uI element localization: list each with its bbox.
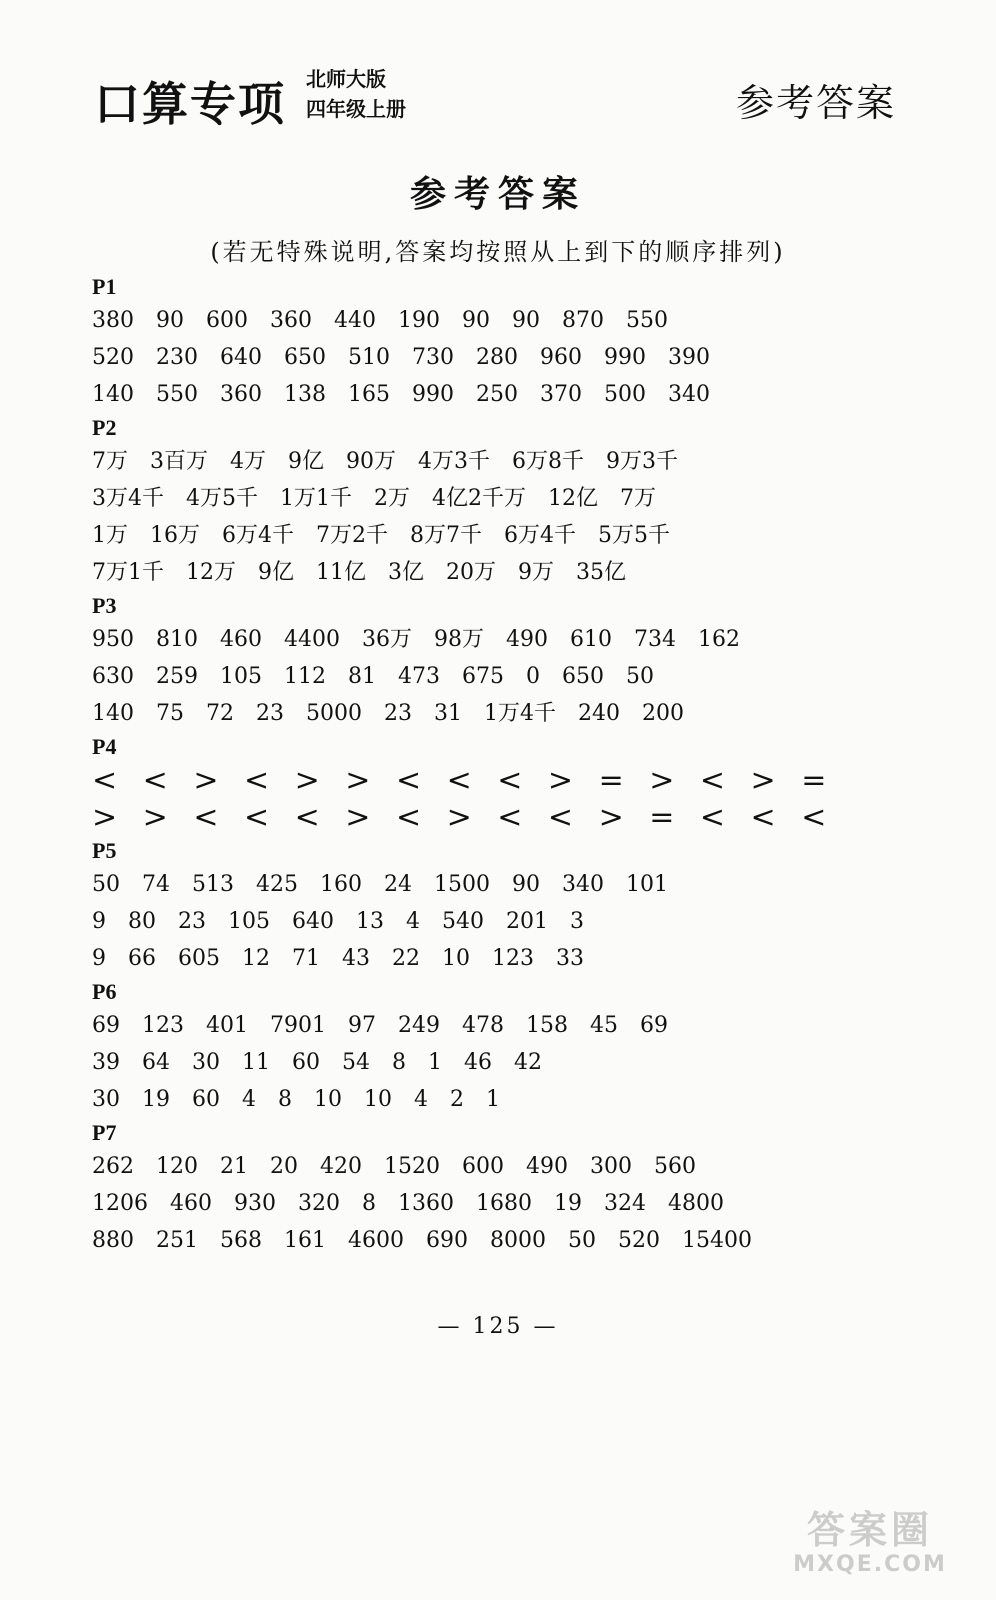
- watermark-logo: [770, 1508, 970, 1588]
- answer-value: 9万: [518, 560, 554, 585]
- answer-value: 9万3千: [606, 449, 678, 474]
- answer-value: 80: [128, 909, 156, 934]
- section-label: P3: [92, 593, 117, 618]
- answer-row: [92, 480, 892, 517]
- answer-value: 8000: [490, 1228, 546, 1253]
- answer-value: 370: [540, 382, 582, 407]
- page-title: 参考答案: [409, 173, 586, 215]
- answer-value: 3万4千: [92, 486, 164, 511]
- answer-value: 69: [92, 1013, 120, 1038]
- answer-value: 1万4千: [484, 701, 556, 726]
- answer-value: 734: [634, 627, 676, 652]
- answer-value: 158: [526, 1013, 568, 1038]
- answer-value: 19: [142, 1087, 170, 1112]
- answer-value: 5万5千: [598, 523, 670, 548]
- answer-value: 425: [256, 872, 298, 897]
- answer-value: 97: [348, 1013, 376, 1038]
- answer-value: 4: [242, 1087, 256, 1112]
- answer-value: 10: [314, 1087, 342, 1112]
- answer-value: 81: [348, 664, 376, 689]
- answer-row: [92, 695, 892, 732]
- answer-value: 123: [142, 1013, 184, 1038]
- comparison-symbol: >: [649, 763, 677, 798]
- answer-value: 690: [426, 1228, 468, 1253]
- answer-value: 120: [156, 1154, 198, 1179]
- comparison-symbol: <: [699, 800, 728, 835]
- comparison-symbol: <: [92, 763, 120, 798]
- answer-value: 324: [604, 1191, 646, 1216]
- answer-value: 510: [348, 345, 390, 370]
- comparison-symbol: >: [446, 800, 474, 835]
- answer-value: 36万: [362, 627, 412, 652]
- answer-value: 11: [242, 1050, 270, 1075]
- answer-value: 249: [398, 1013, 440, 1038]
- answer-value: 13: [356, 909, 384, 934]
- comparison-symbol: <: [294, 800, 322, 835]
- answer-row: [92, 1148, 892, 1185]
- answer-value: 7万: [92, 449, 128, 474]
- answer-value: 8: [278, 1087, 292, 1112]
- answer-value: 300: [590, 1154, 632, 1179]
- instruction-note: (若无特殊说明,答案均按照从上到下的顺序排列): [210, 238, 786, 266]
- answer-value: 71: [292, 946, 320, 971]
- answer-value: 190: [398, 308, 440, 333]
- answer-row: [92, 903, 892, 940]
- answer-value: 16万: [150, 523, 200, 548]
- answer-value: 960: [540, 345, 582, 370]
- answer-value: 520: [618, 1228, 660, 1253]
- section-label: P1: [92, 274, 117, 299]
- answer-value: 90: [512, 308, 540, 333]
- answer-value: 3: [570, 909, 584, 934]
- answer-row: [92, 940, 892, 977]
- answer-value: 1: [486, 1087, 500, 1112]
- answer-value: 380: [92, 308, 134, 333]
- answer-value: 2万: [374, 486, 410, 511]
- answer-value: 1360: [398, 1191, 454, 1216]
- answer-value: 360: [270, 308, 312, 333]
- answer-value: 90: [462, 308, 490, 333]
- answer-value: 101: [626, 872, 668, 897]
- answer-value: 259: [156, 664, 198, 689]
- answer-section: [92, 413, 892, 591]
- answer-value: 24: [384, 872, 412, 897]
- answer-value: 4800: [668, 1191, 724, 1216]
- answer-value: 112: [284, 664, 326, 689]
- answer-value: 640: [220, 345, 262, 370]
- answer-value: 5000: [306, 701, 362, 726]
- comparison-symbol: <: [547, 800, 576, 835]
- page-header: [94, 62, 896, 132]
- answer-value: 440: [334, 308, 376, 333]
- comparison-symbol: <: [801, 800, 829, 835]
- answer-value: 4万: [230, 449, 266, 474]
- answer-row: [92, 1222, 892, 1259]
- answer-value: 105: [228, 909, 270, 934]
- answer-row: [92, 799, 892, 836]
- comparison-symbol: <: [497, 763, 525, 798]
- answer-value: 8万7千: [410, 523, 482, 548]
- answer-value: 990: [604, 345, 646, 370]
- answer-value: 360: [220, 382, 262, 407]
- answer-value: 4400: [284, 627, 340, 652]
- section-label: P7: [92, 1120, 117, 1145]
- answer-value: 42: [514, 1050, 542, 1075]
- answer-value: 420: [320, 1154, 362, 1179]
- answer-value: 160: [320, 872, 362, 897]
- answer-value: 12: [242, 946, 270, 971]
- answer-value: 513: [192, 872, 234, 897]
- answer-value: 7901: [270, 1013, 326, 1038]
- answer-value: 320: [298, 1191, 340, 1216]
- answer-value: 280: [476, 345, 518, 370]
- page-number: — 125 —: [437, 1314, 559, 1339]
- answer-value: 60: [192, 1087, 220, 1112]
- answer-value: 20: [270, 1154, 298, 1179]
- answer-value: 2: [450, 1087, 464, 1112]
- answer-value: 23: [256, 701, 284, 726]
- comparison-symbol: >: [92, 800, 120, 835]
- answer-value: 12万: [186, 560, 236, 585]
- comparison-symbol: <: [750, 800, 778, 835]
- answer-value: 251: [156, 1228, 198, 1253]
- answer-value: 870: [562, 308, 604, 333]
- answer-value: 45: [590, 1013, 618, 1038]
- answer-value: 105: [220, 664, 262, 689]
- answer-value: 30: [192, 1050, 220, 1075]
- answer-value: 162: [698, 627, 740, 652]
- answer-value: 880: [92, 1228, 134, 1253]
- answer-value: 10: [442, 946, 470, 971]
- answer-value: 240: [578, 701, 620, 726]
- section-label: P6: [92, 979, 117, 1004]
- answer-row: [92, 1185, 892, 1222]
- answer-value: 1500: [434, 872, 490, 897]
- section-label: P4: [92, 734, 117, 759]
- answer-value: 60: [292, 1050, 320, 1075]
- answer-value: 23: [178, 909, 206, 934]
- answer-value: 72: [206, 701, 234, 726]
- answer-value: 43: [342, 946, 370, 971]
- answer-value: 140: [92, 382, 134, 407]
- answer-value: 75: [156, 701, 184, 726]
- answer-value: 54: [342, 1050, 370, 1075]
- answer-value: 64: [142, 1050, 170, 1075]
- answer-value: 6万4千: [222, 523, 294, 548]
- answer-value: 560: [654, 1154, 696, 1179]
- answer-value: 7万1千: [92, 560, 164, 585]
- answer-value: 33: [556, 946, 584, 971]
- answer-value: 138: [284, 382, 326, 407]
- answer-list: [92, 272, 892, 1259]
- answer-value: 46: [464, 1050, 492, 1075]
- answer-section: [92, 591, 892, 732]
- comparison-symbol: <: [193, 800, 221, 835]
- comparison-symbol: <: [497, 800, 525, 835]
- comparison-symbol: <: [243, 763, 272, 798]
- answer-value: 23: [384, 701, 412, 726]
- answer-row: [92, 302, 892, 339]
- answer-value: 390: [668, 345, 710, 370]
- answer-row: [92, 554, 892, 591]
- answer-value: 66: [128, 946, 156, 971]
- answer-value: 230: [156, 345, 198, 370]
- answer-value: 650: [562, 664, 604, 689]
- answer-value: 22: [392, 946, 420, 971]
- answer-value: 9亿: [288, 449, 324, 474]
- answer-value: 490: [526, 1154, 568, 1179]
- comparison-symbol: >: [142, 800, 170, 835]
- answer-value: 605: [178, 946, 220, 971]
- answer-row: [92, 517, 892, 554]
- answer-value: 19: [554, 1191, 582, 1216]
- answer-value: 1: [428, 1050, 442, 1075]
- answer-value: 520: [92, 345, 134, 370]
- answer-value: 340: [562, 872, 604, 897]
- answer-value: 15400: [682, 1228, 752, 1253]
- answer-value: 610: [570, 627, 612, 652]
- answer-value: 460: [170, 1191, 212, 1216]
- answer-value: 4600: [348, 1228, 404, 1253]
- comparison-symbol: <: [142, 763, 170, 798]
- comparison-symbol: <: [395, 763, 424, 798]
- answer-value: 7万: [620, 486, 656, 511]
- comparison-symbol: >: [547, 763, 576, 798]
- answer-value: 9亿: [258, 560, 294, 585]
- answer-value: 340: [668, 382, 710, 407]
- answer-value: 98万: [434, 627, 484, 652]
- answer-row: [92, 621, 892, 658]
- answer-value: 473: [398, 664, 440, 689]
- answer-value: 460: [220, 627, 262, 652]
- answer-value: 6万4千: [504, 523, 576, 548]
- comparison-symbol: =: [598, 763, 626, 798]
- answer-value: 50: [626, 664, 654, 689]
- answer-value: 50: [92, 872, 120, 897]
- answer-value: 8: [392, 1050, 406, 1075]
- answer-value: 12亿: [548, 486, 598, 511]
- answer-value: 401: [206, 1013, 248, 1038]
- section-label: P5: [92, 838, 117, 863]
- answer-value: 630: [92, 664, 134, 689]
- answer-value: 90: [512, 872, 540, 897]
- answer-section: [92, 836, 892, 977]
- comparison-symbol: >: [294, 763, 322, 798]
- answer-value: 1680: [476, 1191, 532, 1216]
- comparison-symbol: <: [243, 800, 272, 835]
- answer-value: 490: [506, 627, 548, 652]
- answer-value: 9: [92, 909, 106, 934]
- answer-row: [92, 1044, 892, 1081]
- answer-value: 6万8千: [512, 449, 584, 474]
- answer-value: 30: [92, 1087, 120, 1112]
- answer-value: 31: [434, 701, 462, 726]
- answer-value: 540: [442, 909, 484, 934]
- answer-value: 4亿2千万: [432, 486, 526, 511]
- answer-value: 11亿: [316, 560, 366, 585]
- answer-value: 1206: [92, 1191, 148, 1216]
- edition-info: [306, 64, 406, 124]
- answer-value: 568: [220, 1228, 262, 1253]
- answer-row: [92, 658, 892, 695]
- answer-value: 478: [462, 1013, 504, 1038]
- answer-value: 3百万: [150, 449, 208, 474]
- comparison-symbol: =: [649, 800, 677, 835]
- answer-section: [92, 272, 892, 413]
- answer-row: [92, 376, 892, 413]
- answer-value: 123: [492, 946, 534, 971]
- answer-row: [92, 443, 892, 480]
- answer-value: 500: [604, 382, 646, 407]
- answer-value: 200: [642, 701, 684, 726]
- answer-section: [92, 977, 892, 1118]
- answer-value: 39: [92, 1050, 120, 1075]
- comparison-symbol: <: [699, 763, 728, 798]
- brand-title: 口算专项: [94, 77, 286, 131]
- section-label: P2: [92, 415, 117, 440]
- answer-value: 74: [142, 872, 170, 897]
- answer-value: 1520: [384, 1154, 440, 1179]
- comparison-symbol: >: [750, 763, 778, 798]
- edition-publisher: 北师大版: [306, 67, 386, 91]
- comparison-symbol: >: [598, 800, 626, 835]
- answer-value: 165: [348, 382, 390, 407]
- comparison-symbol: <: [446, 763, 474, 798]
- answer-value: 50: [568, 1228, 596, 1253]
- answer-value: 4万5千: [186, 486, 258, 511]
- answer-row: [92, 339, 892, 376]
- answer-value: 990: [412, 382, 454, 407]
- answer-value: 201: [506, 909, 548, 934]
- answer-row: [92, 1007, 892, 1044]
- answer-value: 0: [526, 664, 540, 689]
- answer-value: 930: [234, 1191, 276, 1216]
- comparison-symbol: <: [395, 800, 424, 835]
- answer-value: 640: [292, 909, 334, 934]
- answer-value: 650: [284, 345, 326, 370]
- answer-value: 675: [462, 664, 504, 689]
- comparison-symbol: >: [345, 763, 373, 798]
- answer-section: [92, 732, 892, 836]
- answer-value: 140: [92, 701, 134, 726]
- answer-row: [92, 762, 892, 799]
- answer-value: 21: [220, 1154, 248, 1179]
- answer-value: 1万1千: [280, 486, 352, 511]
- answer-value: 730: [412, 345, 454, 370]
- comparison-symbol: >: [345, 800, 373, 835]
- answer-value: 550: [156, 382, 198, 407]
- answer-value: 4: [406, 909, 420, 934]
- answer-value: 9: [92, 946, 106, 971]
- answer-value: 10: [364, 1087, 392, 1112]
- answer-row: [92, 1081, 892, 1118]
- answer-value: 4: [414, 1087, 428, 1112]
- corner-title: 参考答案: [735, 81, 896, 125]
- answer-value: 90: [156, 308, 184, 333]
- answer-row: [92, 866, 892, 903]
- edition-grade: 四年级上册: [306, 97, 406, 121]
- answer-value: 3亿: [388, 560, 424, 585]
- answer-value: 600: [206, 308, 248, 333]
- comparison-symbol: >: [193, 763, 221, 798]
- answer-value: 20万: [446, 560, 496, 585]
- answer-value: 250: [476, 382, 518, 407]
- answer-value: 600: [462, 1154, 504, 1179]
- watermark-icon-text: 答案圈: [806, 1508, 933, 1552]
- answer-value: 550: [626, 308, 668, 333]
- answer-value: 950: [92, 627, 134, 652]
- answer-value: 1万: [92, 523, 128, 548]
- answer-value: 90万: [346, 449, 396, 474]
- answer-value: 69: [640, 1013, 668, 1038]
- answer-value: 8: [362, 1191, 376, 1216]
- answer-value: 810: [156, 627, 198, 652]
- answer-value: 262: [92, 1154, 134, 1179]
- answer-section: [92, 1118, 892, 1259]
- answer-value: 4万3千: [418, 449, 490, 474]
- watermark-url: MXQE.COM: [793, 1552, 947, 1577]
- answer-value: 35亿: [576, 560, 626, 585]
- answer-value: 161: [284, 1228, 326, 1253]
- answer-value: 7万2千: [316, 523, 388, 548]
- comparison-symbol: =: [801, 763, 829, 798]
